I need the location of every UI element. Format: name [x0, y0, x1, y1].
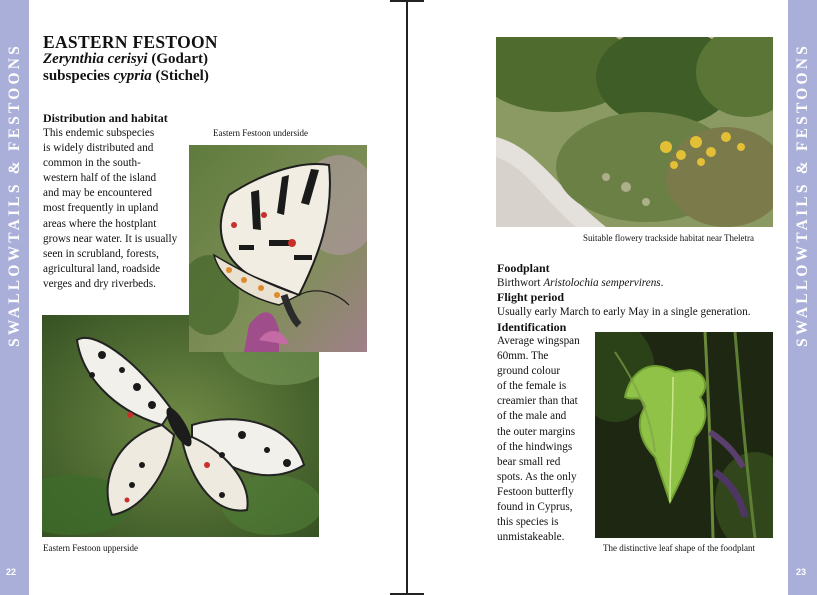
habitat-heading: Distribution and habitat: [43, 111, 168, 125]
left-side-tab: [0, 0, 29, 595]
habitat-line: is widely distributed and: [43, 142, 154, 155]
spine-top-mark: [390, 0, 424, 2]
identification-line: creamier than that: [497, 395, 578, 408]
foodplant-photo: [595, 332, 773, 538]
subspecies-line: [43, 68, 209, 85]
right-side-tab: [788, 0, 817, 595]
subspecies-prefix: subspecies: [43, 68, 110, 84]
identification-line: of the hindwings: [497, 440, 573, 453]
identification-line: found in Cyprus,: [497, 501, 573, 514]
habitat-line: common in the south-: [43, 157, 141, 170]
left-tab-label: SWALLOWTAILS & FESTOONS: [5, 43, 23, 347]
identification-line: Average wingspan: [497, 335, 580, 347]
right-page-number: 23: [796, 567, 807, 577]
identification-text: [497, 334, 592, 545]
scientific-author: (Godart): [151, 51, 208, 67]
habitat-line: western half of the island: [43, 172, 157, 185]
flight-text: Usually early March to early May in a single generation.: [497, 306, 751, 318]
habitat-line: and may be encountered: [43, 187, 153, 200]
identification-line: 60mm. The: [497, 350, 549, 363]
book-spine: [406, 0, 408, 595]
scientific-name: Zerynthia cerisyi: [43, 51, 148, 67]
scientific-name-line: [43, 51, 208, 68]
identification-line: bear small red: [497, 455, 561, 468]
identification-line: the outer margins: [497, 425, 576, 438]
flight-heading: Flight period: [497, 290, 565, 304]
habitat-caption: Suitable flowery trackside habitat near Theletra: [583, 233, 755, 243]
habitat-line: agricultural land, roadside: [43, 262, 161, 275]
subspecies-name: cypria: [113, 68, 152, 84]
habitat-line: most frequently in upland: [43, 202, 159, 215]
habitat-text: [43, 126, 193, 292]
underside-photo: [189, 145, 367, 352]
species-title: EASTERN FESTOON: [43, 32, 218, 52]
foodplant-species: Aristolochia sempervirens: [543, 277, 661, 289]
identification-line: of the male and: [497, 410, 567, 423]
right-tab-label: SWALLOWTAILS & FESTOONS: [793, 43, 811, 347]
identification-line: this species is: [497, 516, 559, 529]
identification-line: unmistakeable.: [497, 531, 565, 544]
underside-caption: Eastern Festoon underside: [213, 128, 308, 138]
upperside-caption: Eastern Festoon upperside: [43, 543, 138, 553]
habitat-line: seen in scrubland, forests,: [43, 247, 159, 260]
identification-line: Festoon butterfly: [497, 485, 574, 498]
left-page-number: 22: [6, 567, 17, 577]
identification-line: spots. As the only: [497, 470, 577, 483]
identification-heading: Identification: [497, 320, 567, 334]
identification-line: ground colour: [497, 365, 561, 378]
habitat-line: This endemic subspecies: [43, 127, 155, 139]
foodplant-caption: The distinctive leaf shape of the foodplant: [603, 543, 755, 553]
habitat-line: verges and dry riverbeds.: [43, 277, 156, 290]
spine-bottom-mark: [390, 593, 424, 595]
identification-line: of the female is: [497, 380, 567, 393]
habitat-line: areas where the hostplant: [43, 217, 157, 230]
foodplant-heading: Foodplant: [497, 261, 550, 275]
habitat-photo: [496, 37, 773, 227]
subspecies-author: (Stichel): [155, 68, 209, 84]
foodplant-prefix: Birthwort: [497, 277, 541, 289]
habitat-line: grows near water. It is usually: [43, 232, 178, 245]
foodplant-text: [497, 276, 663, 291]
foodplant-suffix: .: [660, 277, 664, 289]
